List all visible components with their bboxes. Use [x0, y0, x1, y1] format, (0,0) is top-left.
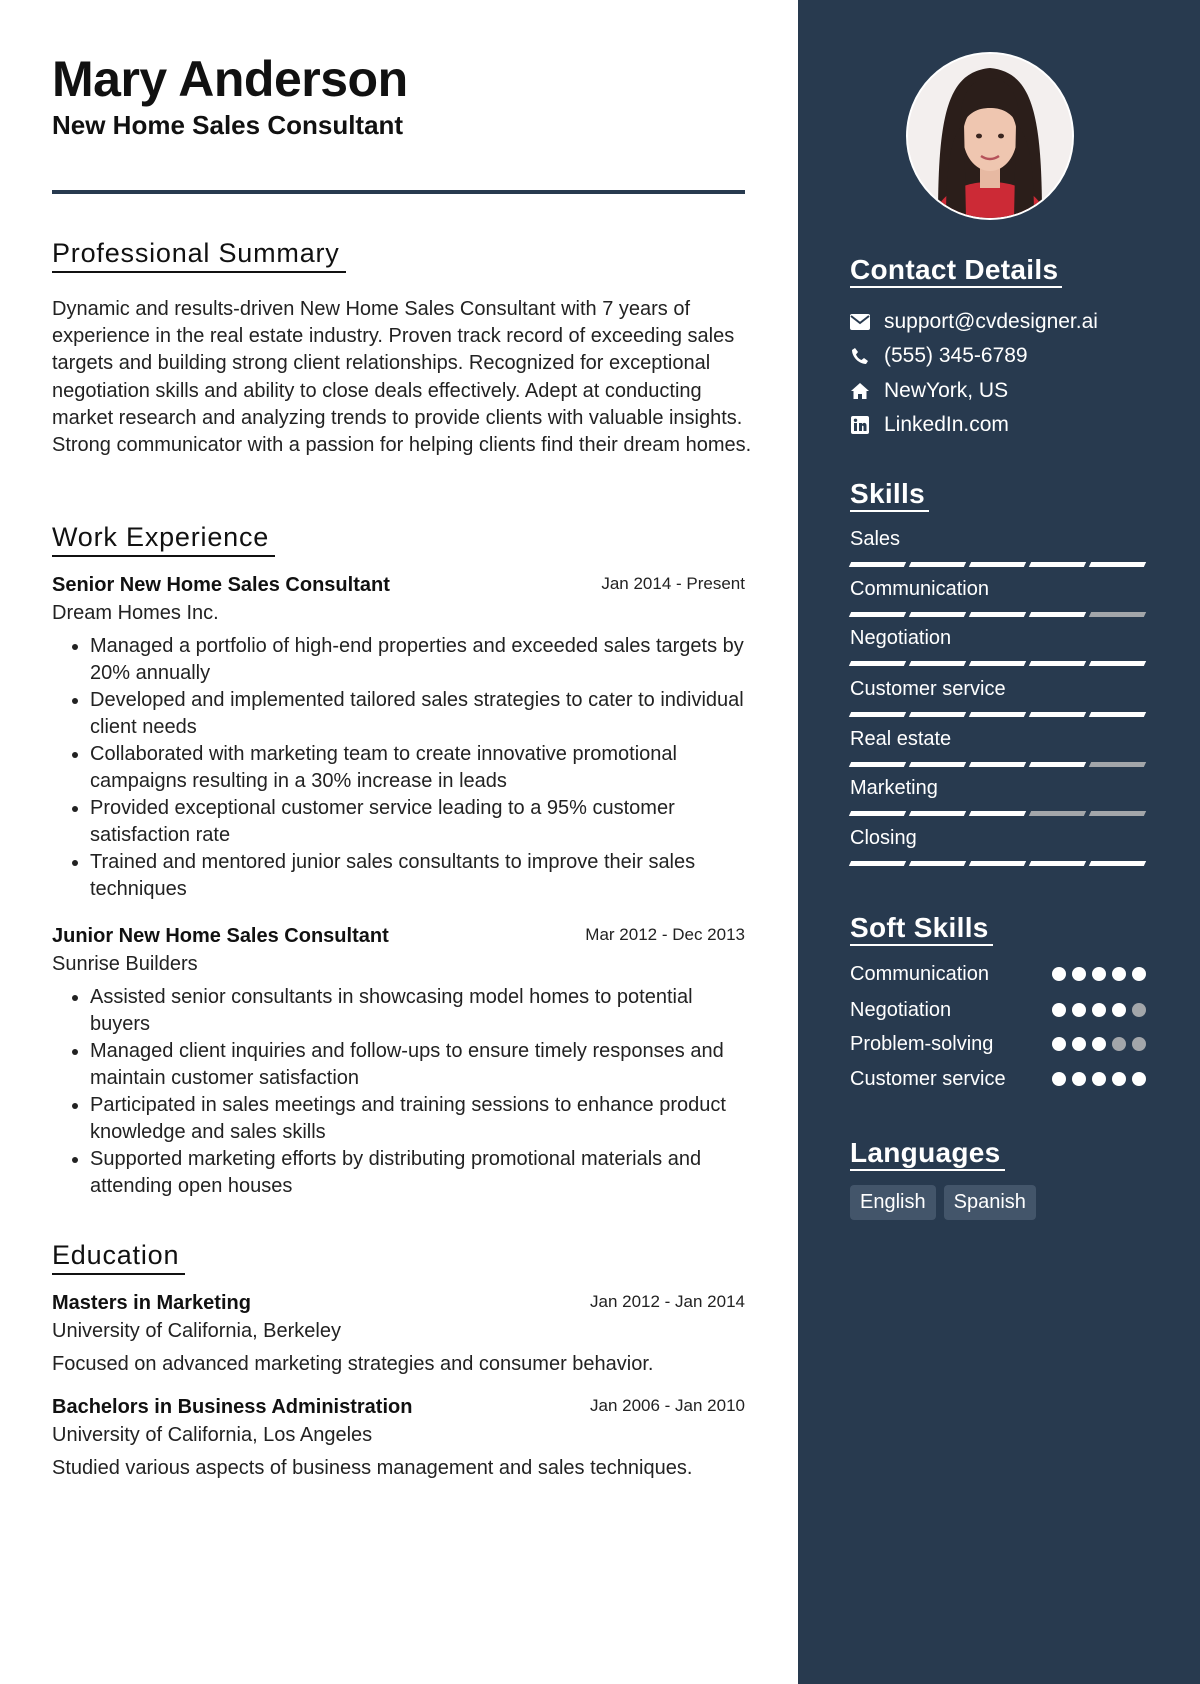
education-heading: Education: [52, 1240, 185, 1275]
envelope-icon: [850, 312, 870, 332]
contact-location: [850, 376, 1008, 406]
skill-level-bar: [850, 712, 1146, 717]
soft-skill-rating: [1052, 967, 1146, 981]
home-icon: [850, 381, 870, 401]
job-bullets: [52, 984, 745, 1200]
rating-dot: [1132, 967, 1146, 981]
skill-level-segment: [1029, 612, 1086, 617]
job-title: Senior New Home Sales Consultant: [52, 574, 390, 596]
skill-level-bar: [850, 661, 1146, 666]
skill-level-segment: [1089, 712, 1146, 717]
skill-level-bar: [850, 861, 1146, 866]
skill-level-segment: [909, 762, 966, 767]
education-description: Studied various aspects of business management and sales techniques.: [52, 1457, 693, 1479]
degree-title: Bachelors in Business Administration: [52, 1396, 413, 1418]
job-company: Dream Homes Inc.: [52, 602, 219, 624]
contact-email[interactable]: [850, 307, 1098, 337]
skill-row: [850, 578, 1146, 617]
summary-text: Dynamic and results-driven New Home Sales Consultant with 7 years of experience in the real estate industry. Proven track record of exceeding sales targets and building strong client relationships. Recognized for exceptional negotiation skills and ability to close deals effectively. Adept at conducting market research and analyzing trends to provide clients with valuable insights. Strong communicator with a passion for helping clients find their dream homes.: [52, 298, 752, 457]
rating-dot: [1132, 1037, 1146, 1051]
skill-level-segment: [1029, 811, 1086, 816]
skill-level-segment: [909, 612, 966, 617]
languages-list: [850, 1185, 1036, 1220]
skill-name: Customer service: [850, 678, 1006, 700]
job-bullet: • Developed and implemented tailored sales strategies to cater to individual client needs: [90, 687, 745, 741]
soft-skill-rating: [1052, 1037, 1146, 1051]
skill-level-segment: [1089, 661, 1146, 666]
skill-name: Closing: [850, 827, 917, 849]
skill-level-segment: [1089, 811, 1146, 816]
job-bullet: • Managed a portfolio of high-end properties and exceeded sales targets by 20% annually: [90, 633, 745, 687]
rating-dot: [1132, 1003, 1146, 1017]
header-divider: [52, 190, 745, 194]
skill-row: [850, 777, 1146, 816]
contact-linkedin-text: LinkedIn.com: [884, 413, 1009, 436]
soft-skill-name: Problem-solving: [850, 1032, 994, 1055]
job-bullet: • Collaborated with marketing team to create innovative promotional campaigns resulting in a 30% increase in leads: [90, 741, 745, 795]
skill-level-segment: [849, 811, 906, 816]
summary-heading: Professional Summary: [52, 238, 346, 273]
skill-level-segment: [969, 811, 1026, 816]
skill-row: [850, 528, 1146, 567]
education-entry: [52, 1396, 745, 1480]
skill-name: Communication: [850, 578, 989, 600]
candidate-name: Mary Anderson: [52, 51, 408, 107]
job-entry: [52, 574, 745, 903]
rating-dot: [1112, 967, 1126, 981]
skill-level-segment: [909, 661, 966, 666]
skill-level-segment: [1089, 861, 1146, 866]
school-name: University of California, Los Angeles: [52, 1424, 373, 1446]
contact-phone-text: (555) 345-6789: [884, 344, 1028, 367]
education-date: Jan 2012 - Jan 2014: [589, 1292, 745, 1311]
contact-email-text: support@cvdesigner.ai: [884, 310, 1098, 333]
soft-skill-name: Negotiation: [850, 998, 952, 1021]
skill-level-bar: [850, 811, 1146, 816]
contact-linkedin[interactable]: [850, 410, 1009, 440]
skill-level-segment: [1029, 562, 1086, 567]
job-bullet: • Trained and mentored junior sales consultants to improve their sales techniques: [90, 849, 745, 903]
soft-skill-rating: [1052, 1072, 1146, 1086]
skill-row: [850, 827, 1146, 866]
degree-title: Masters in Marketing: [52, 1292, 251, 1314]
skill-level-segment: [849, 661, 906, 666]
soft-skill-row: [850, 960, 1146, 988]
rating-dot: [1052, 1037, 1066, 1051]
rating-dot: [1092, 967, 1106, 981]
skill-level-segment: [1089, 562, 1146, 567]
soft-skills-heading: Soft Skills: [850, 912, 993, 946]
skill-level-segment: [969, 762, 1026, 767]
skill-level-segment: [909, 811, 966, 816]
skill-level-segment: [849, 712, 906, 717]
profile-photo: [906, 52, 1074, 220]
job-bullets: [52, 633, 745, 903]
education-description: Focused on advanced marketing strategies and consumer behavior.: [52, 1353, 654, 1375]
rating-dot: [1112, 1072, 1126, 1086]
rating-dot: [1092, 1037, 1106, 1051]
soft-skill-rating: [1052, 1003, 1146, 1017]
skill-level-segment: [909, 861, 966, 866]
skill-level-segment: [1089, 762, 1146, 767]
skill-level-segment: [849, 861, 906, 866]
school-name: University of California, Berkeley: [52, 1320, 341, 1342]
soft-skill-row: [850, 1030, 1146, 1058]
skill-name: Negotiation: [850, 627, 952, 649]
contact-location-text: NewYork, US: [884, 379, 1009, 402]
skill-level-segment: [1089, 612, 1146, 617]
language-tag: Spanish: [944, 1185, 1036, 1220]
skill-row: [850, 678, 1146, 717]
skill-level-segment: [1029, 712, 1086, 717]
job-bullet: • Managed client inquiries and follow-ups to ensure timely responses and maintain customer satisfaction: [90, 1038, 745, 1092]
contact-phone[interactable]: [850, 341, 1028, 371]
skill-level-bar: [850, 612, 1146, 617]
skill-level-segment: [969, 712, 1026, 717]
job-entry: [52, 925, 745, 1200]
skill-level-segment: [969, 861, 1026, 866]
education-date: Jan 2006 - Jan 2010: [589, 1396, 745, 1415]
soft-skill-name: Communication: [850, 962, 989, 985]
soft-skill-row: [850, 996, 1146, 1024]
education-entry: [52, 1292, 745, 1376]
languages-heading: Languages: [850, 1137, 1005, 1171]
skill-row: [850, 728, 1146, 767]
rating-dot: [1112, 1037, 1126, 1051]
contact-heading: Contact Details: [850, 254, 1062, 288]
rating-dot: [1092, 1072, 1106, 1086]
skill-level-segment: [909, 712, 966, 717]
job-company: Sunrise Builders: [52, 953, 198, 975]
skill-level-segment: [969, 612, 1026, 617]
job-bullet: • Assisted senior consultants in showcasing model homes to potential buyers: [90, 984, 745, 1038]
skill-level-segment: [849, 612, 906, 617]
skill-level-segment: [1029, 661, 1086, 666]
job-bullet: • Supported marketing efforts by distributing promotional materials and attending open houses: [90, 1146, 745, 1200]
skill-name: Sales: [850, 528, 901, 550]
skill-level-segment: [849, 562, 906, 567]
skill-name: Marketing: [850, 777, 938, 799]
candidate-role: New Home Sales Consultant: [52, 110, 404, 140]
linkedin-icon: [850, 415, 870, 435]
skill-level-segment: [849, 762, 906, 767]
phone-icon: [850, 346, 870, 366]
skill-level-segment: [1029, 762, 1086, 767]
job-date: Mar 2012 - Dec 2013: [585, 925, 745, 944]
skill-name: Real estate: [850, 728, 952, 750]
rating-dot: [1052, 1072, 1066, 1086]
skill-row: [850, 627, 1146, 666]
rating-dot: [1052, 967, 1066, 981]
job-bullet: • Participated in sales meetings and training sessions to enhance product knowledge and sales skills: [90, 1092, 745, 1146]
skill-level-bar: [850, 562, 1146, 567]
experience-heading: Work Experience: [52, 522, 275, 557]
skill-level-segment: [1029, 861, 1086, 866]
soft-skill-name: Customer service: [850, 1067, 1006, 1090]
rating-dot: [1072, 1072, 1086, 1086]
rating-dot: [1072, 1037, 1086, 1051]
rating-dot: [1132, 1072, 1146, 1086]
job-bullet: • Provided exceptional customer service leading to a 95% customer satisfaction rate: [90, 795, 745, 849]
soft-skill-row: [850, 1065, 1146, 1093]
skills-heading: Skills: [850, 478, 929, 512]
rating-dot: [1092, 1003, 1106, 1017]
job-title: Junior New Home Sales Consultant: [52, 925, 389, 947]
skill-level-segment: [909, 562, 966, 567]
rating-dot: [1072, 967, 1086, 981]
job-date: Jan 2014 - Present: [601, 574, 745, 593]
rating-dot: [1112, 1003, 1126, 1017]
skill-level-segment: [969, 661, 1026, 666]
skill-level-segment: [969, 562, 1026, 567]
rating-dot: [1072, 1003, 1086, 1017]
language-tag: English: [850, 1185, 936, 1220]
skill-level-bar: [850, 762, 1146, 767]
rating-dot: [1052, 1003, 1066, 1017]
